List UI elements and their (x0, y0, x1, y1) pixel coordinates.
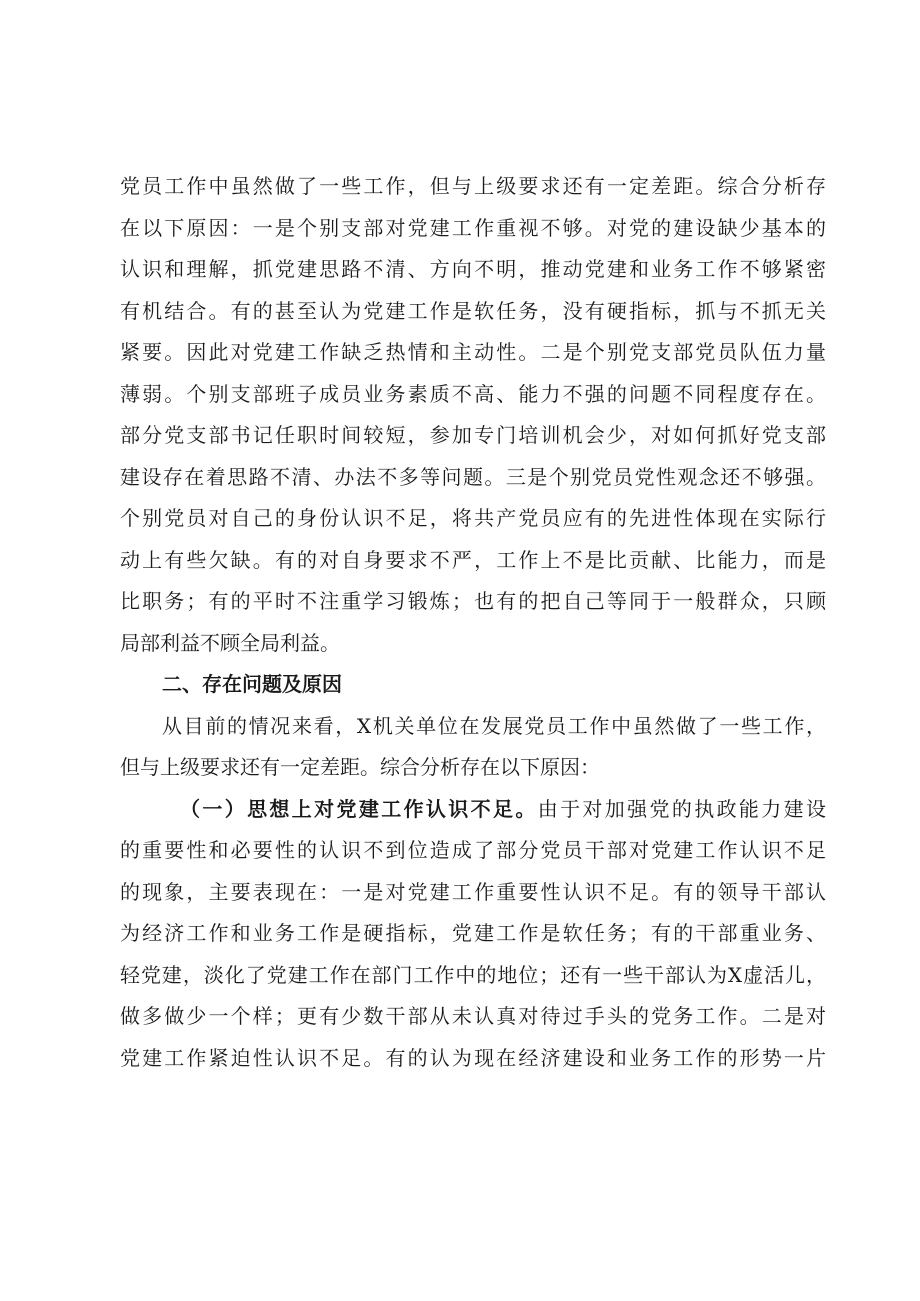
text-line: 的重要性和必要性的认识不到位造成了部分党员干部对党建工作认识不足 (120, 838, 826, 862)
text-line: 个别党员对自己的身份认识不足，将共产党员应有的先进性体现在实际行 (120, 506, 826, 530)
text-line: 认识和理解，抓党建思路不清、方向不明，推动党建和业务工作不够紧密 (120, 257, 826, 281)
text-line: 党建工作紧迫性认识不足。有的认为现在经济建设和业务工作的形势一片 (120, 1045, 826, 1070)
text-line: 党员工作中虽然做了一些工作，但与上级要求还有一定差距。综合分析存 (120, 174, 826, 198)
text-line: 做多做少一个样；更有少数干部从未认真对待过手头的党务工作。二是对 (120, 1004, 826, 1028)
text-line: 动上有些欠缺。有的对自身要求不严，工作上不是比贡献、比能力，而是 (120, 547, 826, 572)
text-line: 轻党建，淡化了党建工作在部门工作中的地位；还有一些干部认为X虚活儿， (120, 962, 826, 987)
subsection-title: （一）思想上对党建工作认识不足。 (180, 796, 538, 821)
text-line: 有机结合。有的甚至认为党建工作是软任务，没有硬指标，抓与不抓无关 (120, 298, 826, 323)
section-heading: 二、存在问题及原因 (162, 672, 342, 696)
text-line: 部分党支部书记任职时间较短，参加专门培训机会少，对如何抓好党支部 (120, 423, 826, 447)
text-line: 薄弱。个别支部班子成员业务素质不高、能力不强的问题不同程度存在。 (120, 381, 826, 406)
paragraph-subsection-1 (120, 789, 826, 1080)
text-line (120, 789, 826, 831)
text-line: 为经济工作和业务工作是硬指标，党建工作是软任务；有的干部重业务、 (120, 921, 826, 945)
text-line: 局部利益不顾全局利益。 (120, 630, 340, 655)
text-line: 的现象，主要表现在：一是对党建工作重要性认识不足。有的领导干部认 (120, 879, 826, 904)
text-line: 比职务；有的平时不注重学习锻炼；也有的把自己等同于一般群众，只顾 (120, 589, 826, 613)
text-line: 紧要。因此对党建工作缺乏热情和主动性。二是个别党支部党员队伍力量 (120, 340, 826, 364)
text-line: 在以下原因：一是个别支部对党建工作重视不够。对党的建设缺少基本的 (120, 215, 826, 240)
paragraph-continued (120, 166, 826, 664)
text-line: 从目前的情况来看，X机关单位在发展党员工作中虽然做了一些工作， (162, 713, 826, 738)
text-line: 建设存在着思路不清、办法不多等问题。三是个别党员党性观念还不够强。 (120, 464, 826, 489)
document-body (120, 166, 826, 1079)
paragraph-overview (120, 706, 826, 789)
text-line: 但与上级要求还有一定差距。综合分析存在以下原因： (120, 755, 600, 779)
text-run: 由于对加强党的执政能力建设 (537, 796, 827, 821)
